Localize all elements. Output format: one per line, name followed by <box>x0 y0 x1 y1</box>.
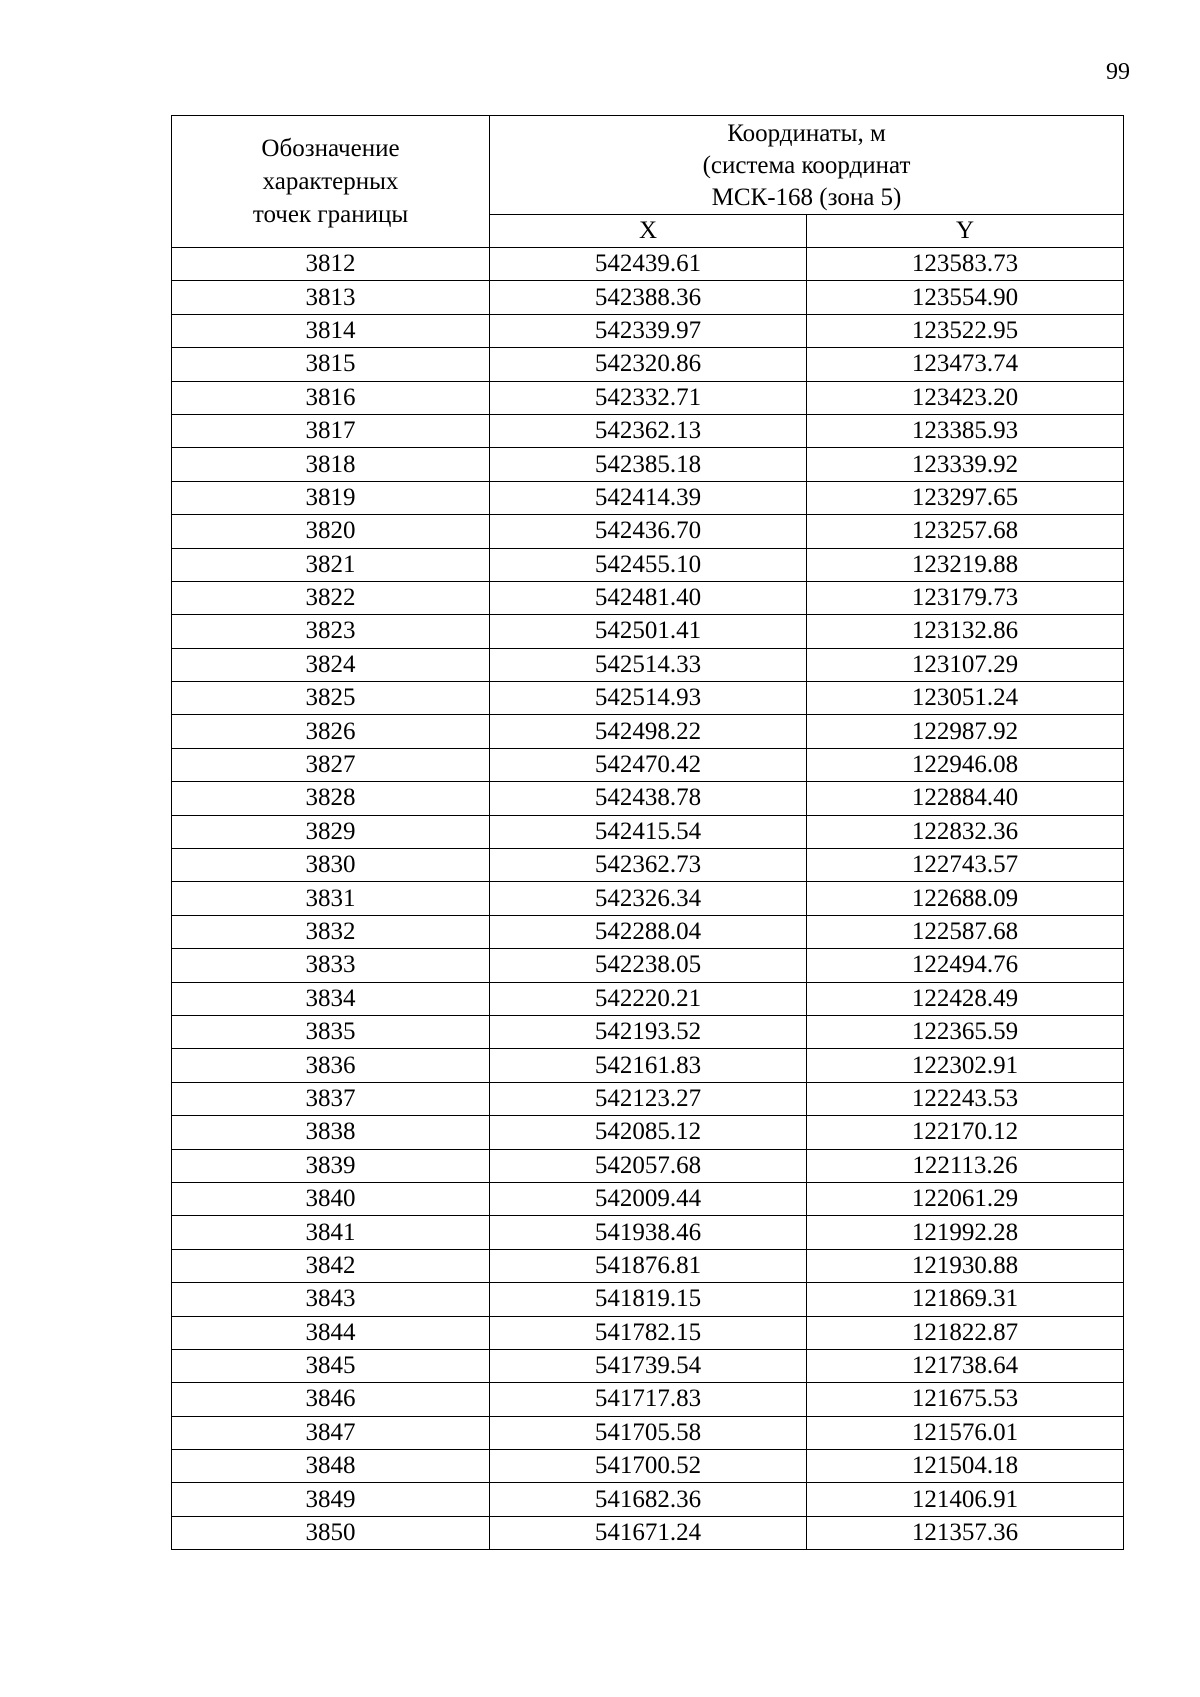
table-row <box>172 481 1124 514</box>
point-id-cell: 3847 <box>172 1416 490 1449</box>
point-id-cell: 3815 <box>172 348 490 381</box>
x-coordinate-cell: 542438.78 <box>490 782 807 815</box>
point-id-cell: 3837 <box>172 1082 490 1115</box>
y-coordinate-cell: 122494.76 <box>807 949 1124 982</box>
table-row <box>172 515 1124 548</box>
y-coordinate-cell: 122365.59 <box>807 1015 1124 1048</box>
coordinates-group-label: Координаты, м (система координат МСК-168 (зона 5) <box>702 120 911 211</box>
table-body <box>172 248 1124 1550</box>
table-row <box>172 782 1124 815</box>
x-column-header: X <box>490 215 807 248</box>
table-row <box>172 1015 1124 1048</box>
x-coordinate-cell: 542085.12 <box>490 1116 807 1149</box>
table-row <box>172 281 1124 314</box>
y-coordinate-cell: 122428.49 <box>807 982 1124 1015</box>
coordinates-table <box>171 115 1124 1550</box>
y-coordinate-cell: 121576.01 <box>807 1416 1124 1449</box>
x-coordinate-cell: 541739.54 <box>490 1349 807 1382</box>
x-coordinate-cell: 541938.46 <box>490 1216 807 1249</box>
x-coordinate-cell: 541705.58 <box>490 1416 807 1449</box>
x-coordinate-cell: 542009.44 <box>490 1182 807 1215</box>
table-row <box>172 348 1124 381</box>
x-coordinate-cell: 541782.15 <box>490 1316 807 1349</box>
y-coordinate-cell: 123257.68 <box>807 515 1124 548</box>
point-id-cell: 3824 <box>172 648 490 681</box>
table-row <box>172 949 1124 982</box>
x-coordinate-cell: 541671.24 <box>490 1516 807 1549</box>
table-row <box>172 715 1124 748</box>
y-coordinate-cell: 121357.36 <box>807 1516 1124 1549</box>
table-row <box>172 1483 1124 1516</box>
x-coordinate-cell: 542193.52 <box>490 1015 807 1048</box>
y-coordinate-cell: 123132.86 <box>807 615 1124 648</box>
x-coordinate-cell: 542362.13 <box>490 414 807 447</box>
table-row <box>172 682 1124 715</box>
x-coordinate-cell: 542161.83 <box>490 1049 807 1082</box>
y-coordinate-cell: 123297.65 <box>807 481 1124 514</box>
point-id-cell: 3813 <box>172 281 490 314</box>
y-coordinate-cell: 122832.36 <box>807 815 1124 848</box>
table-row <box>172 1082 1124 1115</box>
point-id-cell: 3816 <box>172 381 490 414</box>
y-coordinate-cell: 121675.53 <box>807 1383 1124 1416</box>
table-row <box>172 1316 1124 1349</box>
header-row-top <box>172 116 1124 215</box>
point-id-cell: 3850 <box>172 1516 490 1549</box>
x-coordinate-cell: 542320.86 <box>490 348 807 381</box>
table-row <box>172 1116 1124 1149</box>
x-coordinate-cell: 542385.18 <box>490 448 807 481</box>
y-coordinate-cell: 121930.88 <box>807 1249 1124 1282</box>
x-coordinate-cell: 542436.70 <box>490 515 807 548</box>
point-id-cell: 3839 <box>172 1149 490 1182</box>
point-id-cell: 3845 <box>172 1349 490 1382</box>
x-coordinate-cell: 542455.10 <box>490 548 807 581</box>
table-row <box>172 1450 1124 1483</box>
y-coordinate-cell: 123107.29 <box>807 648 1124 681</box>
table-row <box>172 748 1124 781</box>
x-coordinate-cell: 542362.73 <box>490 849 807 882</box>
y-coordinate-cell: 121822.87 <box>807 1316 1124 1349</box>
x-coordinate-cell: 542332.71 <box>490 381 807 414</box>
y-coordinate-cell: 123219.88 <box>807 548 1124 581</box>
point-id-cell: 3830 <box>172 849 490 882</box>
point-id-cell: 3841 <box>172 1216 490 1249</box>
point-id-cell: 3832 <box>172 915 490 948</box>
x-coordinate-cell: 542326.34 <box>490 882 807 915</box>
y-coordinate-cell: 122946.08 <box>807 748 1124 781</box>
table-row <box>172 1182 1124 1215</box>
point-id-cell: 3833 <box>172 949 490 982</box>
x-coordinate-cell: 542414.39 <box>490 481 807 514</box>
x-coordinate-cell: 542498.22 <box>490 715 807 748</box>
y-coordinate-cell: 122743.57 <box>807 849 1124 882</box>
x-coordinate-cell: 541819.15 <box>490 1283 807 1316</box>
point-id-cell: 3835 <box>172 1015 490 1048</box>
x-coordinate-cell: 542470.42 <box>490 748 807 781</box>
x-coordinate-cell: 542481.40 <box>490 581 807 614</box>
table-row <box>172 815 1124 848</box>
point-id-cell: 3827 <box>172 748 490 781</box>
coordinates-group-header <box>490 116 1124 215</box>
y-coordinate-cell: 122587.68 <box>807 915 1124 948</box>
points-column-header <box>172 116 490 248</box>
x-coordinate-cell: 542514.33 <box>490 648 807 681</box>
point-id-cell: 3842 <box>172 1249 490 1282</box>
table-row <box>172 648 1124 681</box>
table-row <box>172 1349 1124 1382</box>
point-id-cell: 3838 <box>172 1116 490 1149</box>
y-coordinate-cell: 123385.93 <box>807 414 1124 447</box>
y-coordinate-cell: 122302.91 <box>807 1049 1124 1082</box>
x-coordinate-cell: 541876.81 <box>490 1249 807 1282</box>
point-id-cell: 3818 <box>172 448 490 481</box>
points-column-label: Обозначение характерных точек границы <box>252 135 409 228</box>
y-coordinate-cell: 123423.20 <box>807 381 1124 414</box>
table-row <box>172 1283 1124 1316</box>
point-id-cell: 3849 <box>172 1483 490 1516</box>
y-coordinate-cell: 123583.73 <box>807 248 1124 281</box>
point-id-cell: 3819 <box>172 481 490 514</box>
y-coordinate-cell: 123473.74 <box>807 348 1124 381</box>
y-coordinate-cell: 123051.24 <box>807 682 1124 715</box>
x-coordinate-cell: 542220.21 <box>490 982 807 1015</box>
table-row <box>172 381 1124 414</box>
y-coordinate-cell: 122243.53 <box>807 1082 1124 1115</box>
point-id-cell: 3834 <box>172 982 490 1015</box>
table-row <box>172 414 1124 447</box>
point-id-cell: 3828 <box>172 782 490 815</box>
y-coordinate-cell: 122884.40 <box>807 782 1124 815</box>
point-id-cell: 3823 <box>172 615 490 648</box>
table-row <box>172 314 1124 347</box>
y-coordinate-cell: 121504.18 <box>807 1450 1124 1483</box>
table-row <box>172 448 1124 481</box>
table-row <box>172 548 1124 581</box>
point-id-cell: 3825 <box>172 682 490 715</box>
x-coordinate-cell: 542057.68 <box>490 1149 807 1182</box>
table-row <box>172 1049 1124 1082</box>
table-row <box>172 1216 1124 1249</box>
x-coordinate-cell: 542415.54 <box>490 815 807 848</box>
point-id-cell: 3820 <box>172 515 490 548</box>
point-id-cell: 3822 <box>172 581 490 614</box>
y-column-header: Y <box>807 215 1124 248</box>
y-coordinate-cell: 122170.12 <box>807 1116 1124 1149</box>
table-row <box>172 882 1124 915</box>
point-id-cell: 3840 <box>172 1182 490 1215</box>
point-id-cell: 3844 <box>172 1316 490 1349</box>
y-coordinate-cell: 122061.29 <box>807 1182 1124 1215</box>
y-coordinate-cell: 123554.90 <box>807 281 1124 314</box>
x-coordinate-cell: 542123.27 <box>490 1082 807 1115</box>
y-coordinate-cell: 121738.64 <box>807 1349 1124 1382</box>
x-coordinate-cell: 542288.04 <box>490 915 807 948</box>
x-coordinate-cell: 542501.41 <box>490 615 807 648</box>
point-id-cell: 3814 <box>172 314 490 347</box>
x-coordinate-cell: 542339.97 <box>490 314 807 347</box>
y-coordinate-cell: 122688.09 <box>807 882 1124 915</box>
point-id-cell: 3817 <box>172 414 490 447</box>
page-number: 99 <box>1106 59 1130 85</box>
y-coordinate-cell: 121406.91 <box>807 1483 1124 1516</box>
point-id-cell: 3836 <box>172 1049 490 1082</box>
table-row <box>172 1149 1124 1182</box>
table-row <box>172 915 1124 948</box>
y-coordinate-cell: 121992.28 <box>807 1216 1124 1249</box>
y-coordinate-cell: 122113.26 <box>807 1149 1124 1182</box>
table-row <box>172 248 1124 281</box>
point-id-cell: 3821 <box>172 548 490 581</box>
x-coordinate-cell: 542514.93 <box>490 682 807 715</box>
x-coordinate-cell: 541700.52 <box>490 1450 807 1483</box>
y-coordinate-cell: 123339.92 <box>807 448 1124 481</box>
point-id-cell: 3848 <box>172 1450 490 1483</box>
x-coordinate-cell: 542439.61 <box>490 248 807 281</box>
table-row <box>172 1383 1124 1416</box>
table-row <box>172 1516 1124 1549</box>
table-row <box>172 1249 1124 1282</box>
point-id-cell: 3826 <box>172 715 490 748</box>
point-id-cell: 3843 <box>172 1283 490 1316</box>
x-coordinate-cell: 542388.36 <box>490 281 807 314</box>
point-id-cell: 3829 <box>172 815 490 848</box>
point-id-cell: 3831 <box>172 882 490 915</box>
y-coordinate-cell: 123522.95 <box>807 314 1124 347</box>
table-row <box>172 615 1124 648</box>
y-coordinate-cell: 122987.92 <box>807 715 1124 748</box>
point-id-cell: 3846 <box>172 1383 490 1416</box>
y-coordinate-cell: 121869.31 <box>807 1283 1124 1316</box>
table-row <box>172 849 1124 882</box>
point-id-cell: 3812 <box>172 248 490 281</box>
x-coordinate-cell: 542238.05 <box>490 949 807 982</box>
table-row <box>172 581 1124 614</box>
table-row <box>172 982 1124 1015</box>
y-coordinate-cell: 123179.73 <box>807 581 1124 614</box>
x-coordinate-cell: 541717.83 <box>490 1383 807 1416</box>
table-header <box>172 116 1124 248</box>
table-row <box>172 1416 1124 1449</box>
x-coordinate-cell: 541682.36 <box>490 1483 807 1516</box>
